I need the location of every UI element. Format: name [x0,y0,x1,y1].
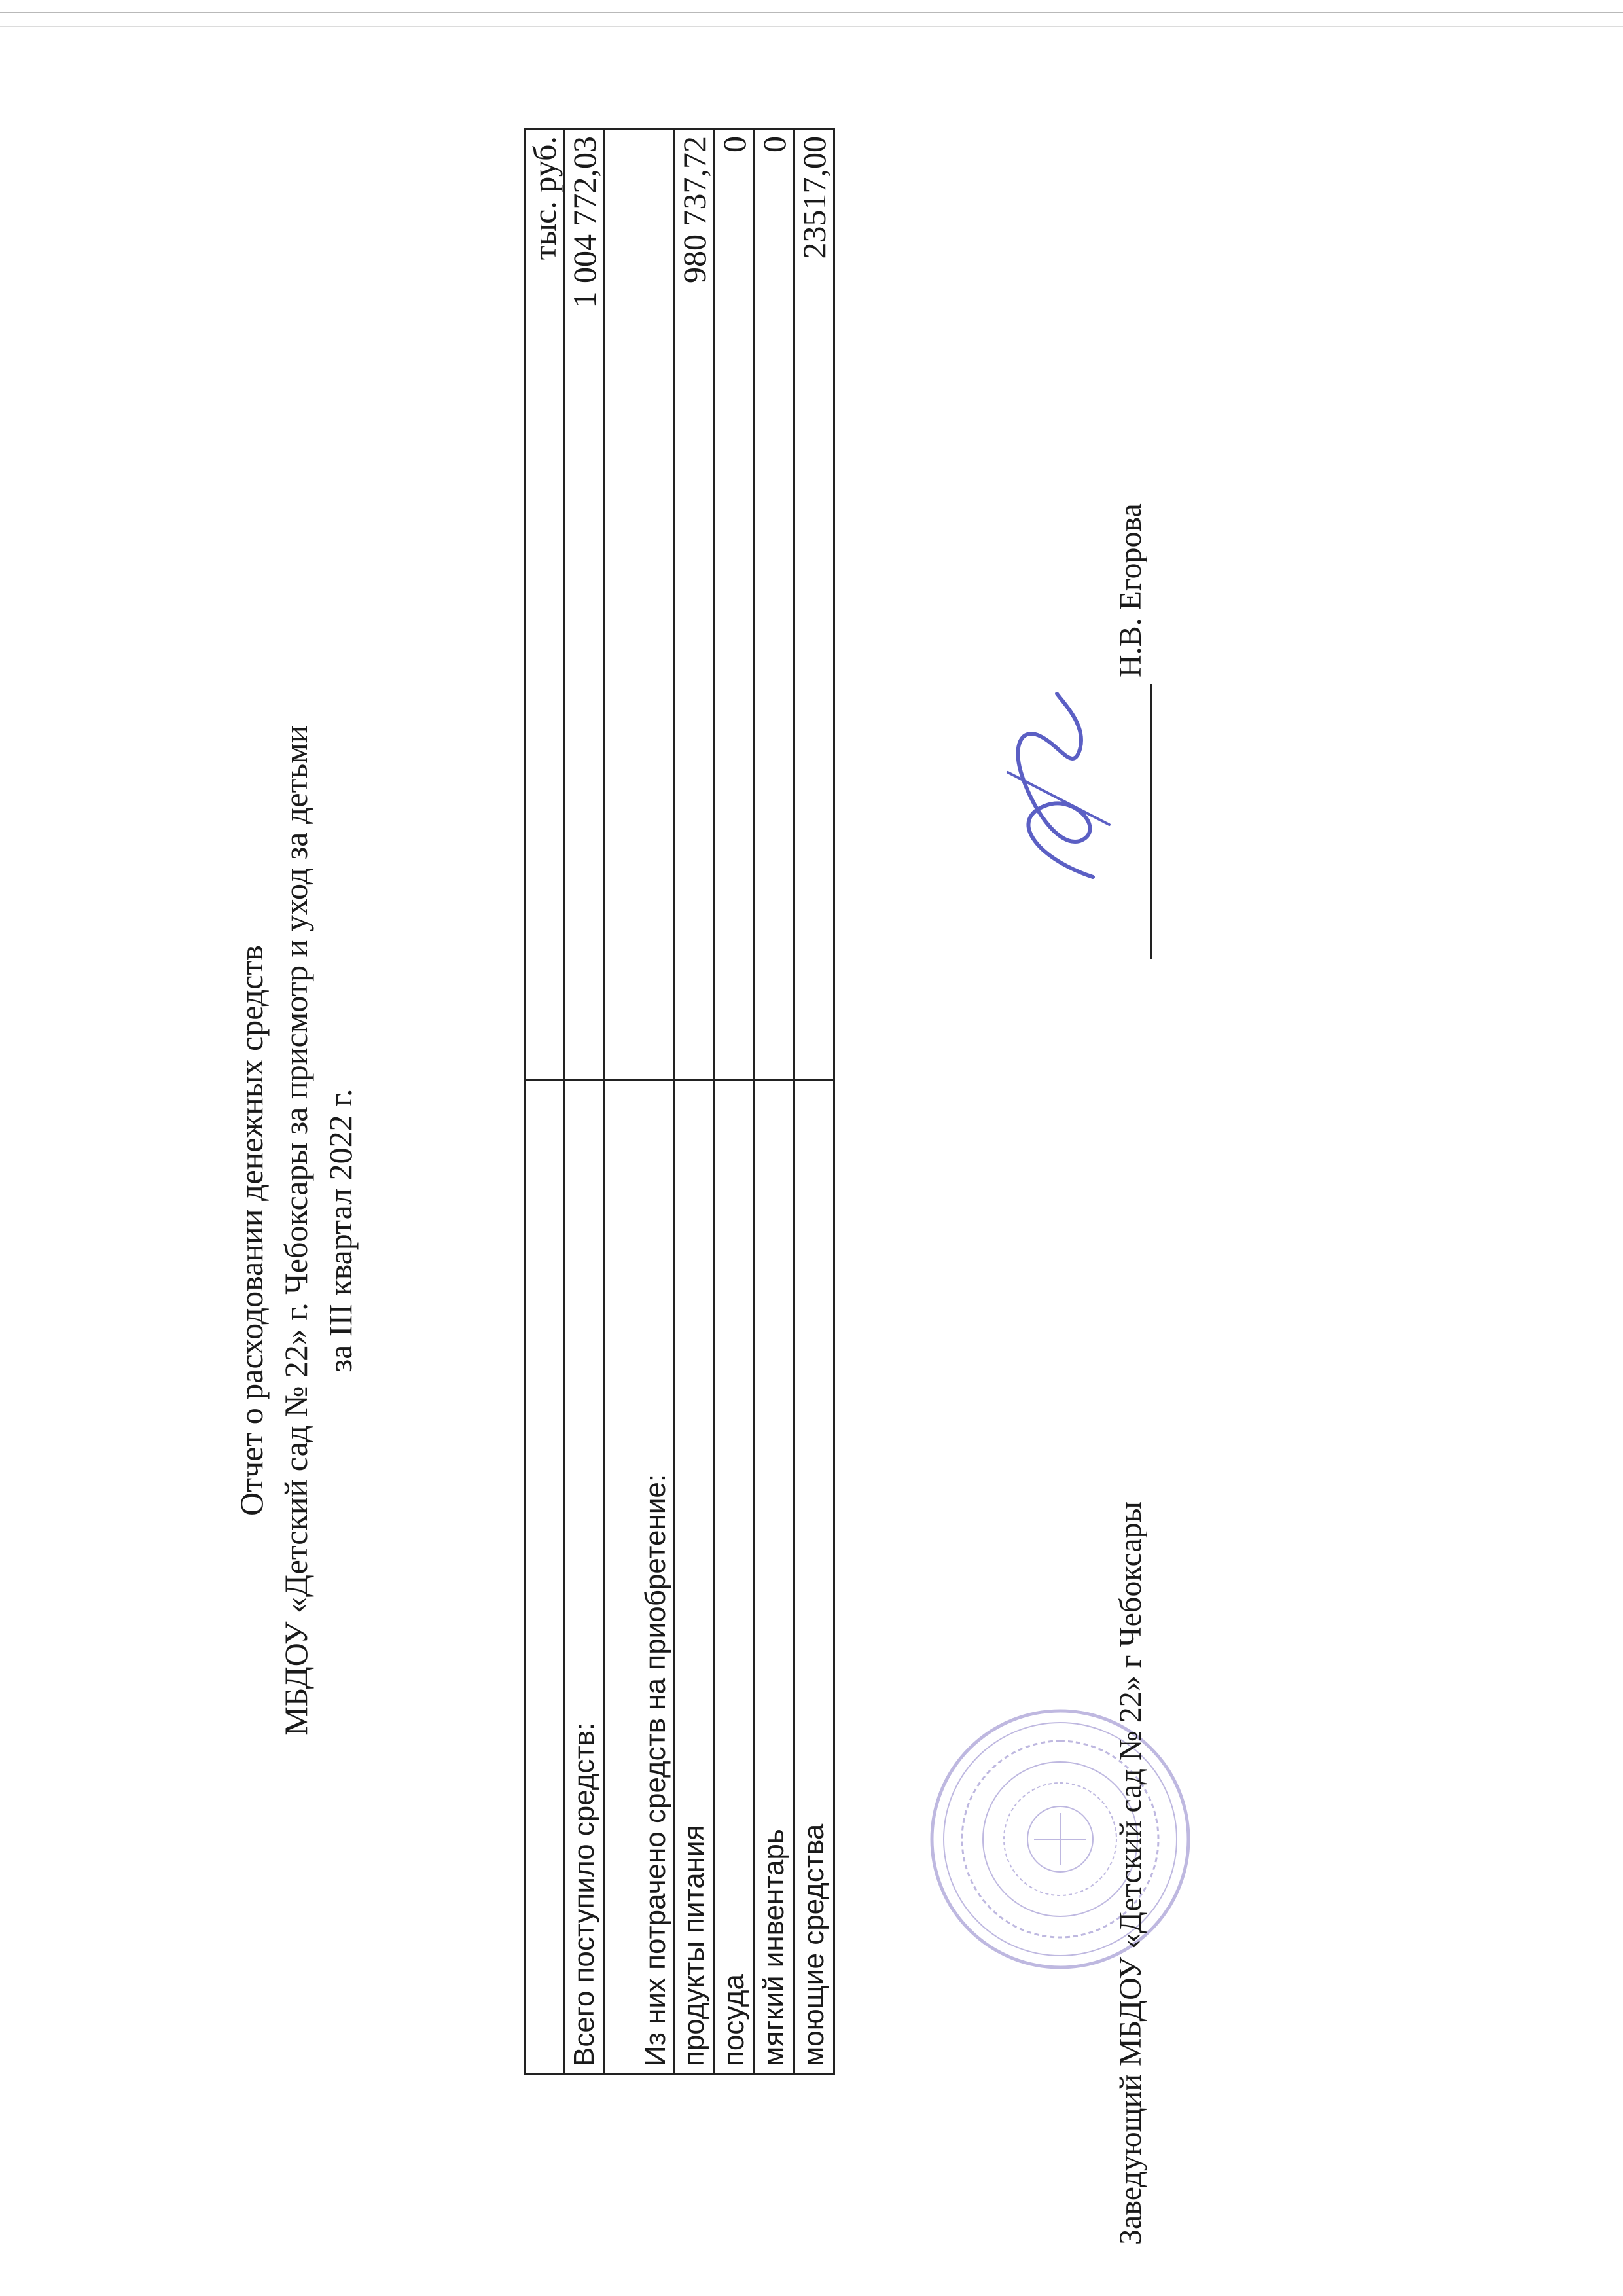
scan-edge-line-secondary [0,26,1623,27]
row-label: посуда [715,1081,755,2074]
signature-icon [995,687,1126,903]
unit-label: тыс. руб. [525,129,565,1081]
signer-name: Н.В. Егорова [1113,503,1148,677]
table-row [675,129,715,2074]
row-value: 0 [715,129,755,1081]
head-position: Заведующий МБДОУ «Детский сад № 22» г Чебоксары [1113,1501,1148,2245]
table-row [755,129,794,2074]
row-label: Всего поступило средств: [565,1081,605,2074]
row-label: Из них потрачено средств на приобретение: [605,1081,675,2074]
signature-block [1113,216,1178,2245]
expense-table [524,128,835,2075]
title-line-1: Отчет о расходовании денежных средств [233,945,270,1516]
scan-edge-line [0,12,1623,13]
row-value: 0 [755,129,794,1081]
table-header-row [525,129,565,2074]
title-line-2: МБДОУ «Детский сад № 22» г. Чебоксары за присмотр и уход за детьми [277,725,314,1736]
row-value: 23517,00 [794,129,834,1081]
table-row [565,129,605,2074]
table-cell [525,1081,565,2074]
row-value: 1 004 772,03 [565,129,605,1081]
table-row [794,129,834,2074]
signature-line [1150,684,1152,959]
row-value [605,129,675,1081]
document-title [229,216,363,2245]
document-page [216,136,1263,2245]
table-row [715,129,755,2074]
row-label: продукты питания [675,1081,715,2074]
table-row [605,129,675,2074]
row-label: мягкий инвентарь [755,1081,794,2074]
title-line-3: за III квартал 2022 г. [322,1088,359,1372]
row-label: моющие средства [794,1081,834,2074]
row-value: 980 737,72 [675,129,715,1081]
